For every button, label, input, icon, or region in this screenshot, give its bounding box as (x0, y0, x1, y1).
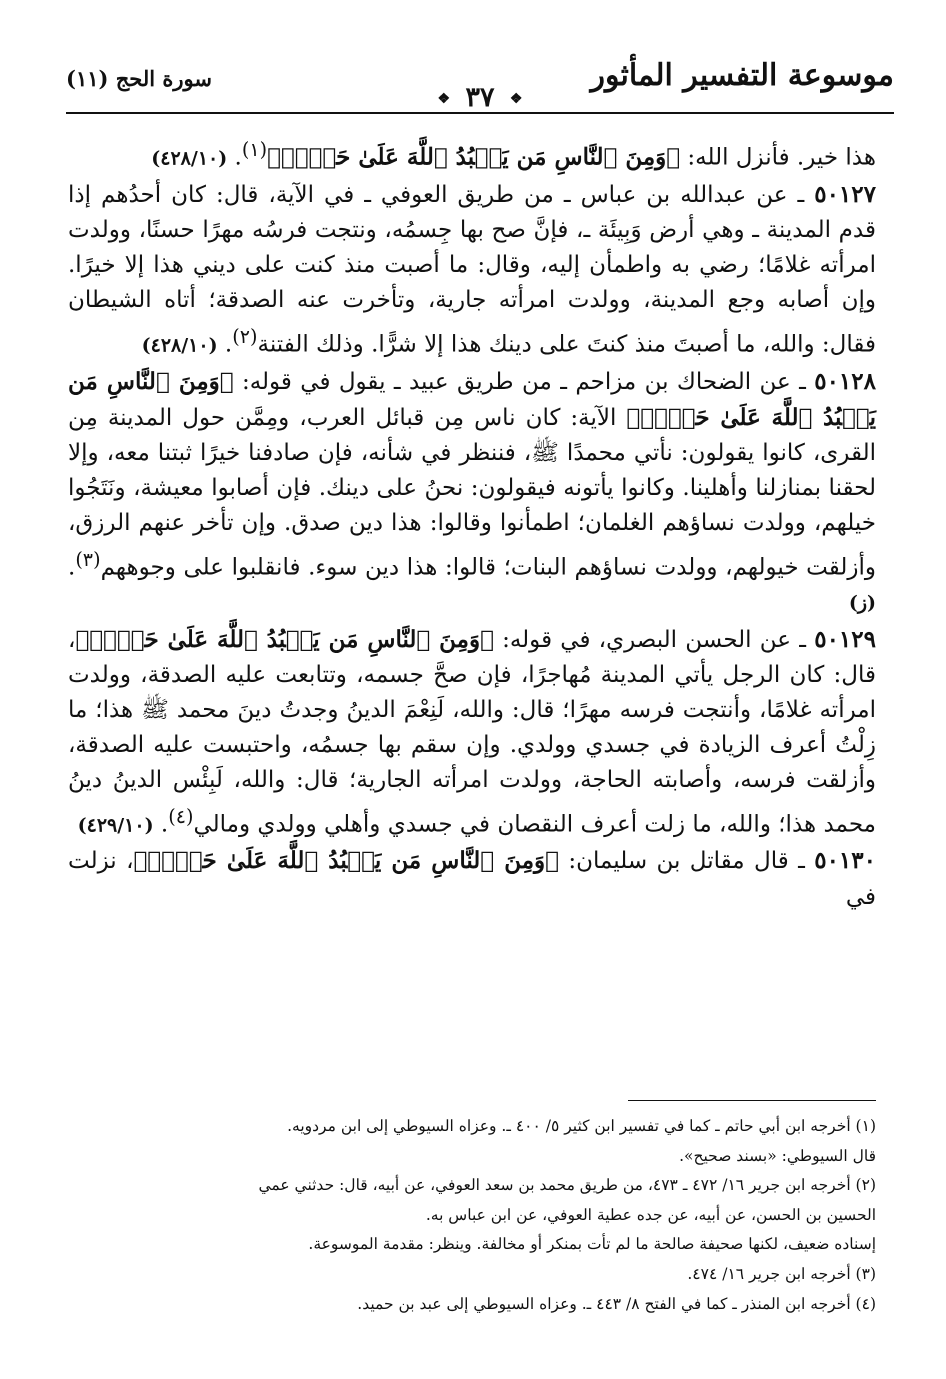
entry-text: ، قال: كان الرجل يأتي المدينة مُهاجرًا، فإن صحَّ جسمه، وتتابعت عليه الصدقة، وولدت امرأته غلامًا، وأنتجت فرسه مهرًا؛ قال: والله، لَنِعْمَ الدينُ وجدتُ دينَ محمد ﷺ هذا؛ ما زِلْتُ أعرف الزيادة في جسدي وولدي. وإن سقم بها جسمُه، واحتبست عليه الصدقة، وأزلقت فرسه، وأصابته الحاجة، وولدت امرأته الجارية؛ قال: والله، لَبِئْس الدينُ دينُ محمد هذا؛ والله، ما زلت أعرف النقصان في جسدي وأهلي وولدي ومالي (68, 626, 876, 838)
footnote-line: قال السيوطي: «بسند صحيح». (679, 1146, 876, 1165)
footnote-divider (628, 1100, 876, 1101)
footnote-line: إسناده ضعيف، لكنها صحيفة صالحة ما لم تأت بمنكر أو مخالفة. وينظر: مقدمة الموسوعة. (308, 1235, 876, 1254)
quran-verse: ﴿وَمِنَ ٱلنَّاسِ مَن يَعۡبُدُ ٱللَّهَ عَلَىٰ حَرۡفٖ﴾ (133, 847, 559, 875)
quran-verse: ﴿وَمِنَ ٱلنَّاسِ مَن يَعۡبُدُ ٱللَّهَ عَلَىٰ حَرۡفٖ﴾ (267, 143, 681, 171)
page-number: ٣٧ (465, 82, 495, 113)
quran-verse: ﴿وَمِنَ ٱلنَّاسِ مَن يَعۡبُدُ ٱللَّهَ عَلَىٰ حَرۡفٖ﴾ (68, 367, 876, 431)
ornament-icon: ❖ (437, 90, 451, 107)
entry-number: ٥٠١٢٨ (814, 367, 876, 395)
entry-number: ٥٠١٣٠ (814, 847, 876, 875)
entry-number: ٥٠١٢٩ (814, 625, 876, 653)
intro-text: هذا خير. فأنزل الله: (680, 144, 876, 171)
entry-text: ـ عن عبدالله بن عباس ـ من طريق العوفي ـ في الآية، قال: كان أحدُهم إذا قدم المدينة ـ وهي أرض وَبِيئَة ـ، فإنَّ صح بها جِسمُه، ونتجت فرسُه مهرًا حسنًا، وولدت امرأته غلامًا؛ رضي به واطمأن إليه، وقال: ما أصبت منذ كنت على ديني هذا إلا خيرًا. وإن أصابه وجع المدينة، وولدت امرأته جارية، وتأخرت عنه الصدقة؛ أتاه الشيطان فقال: والله، ما أصبتَ منذ كنتَ على دينك هذا إلا شرًّا. وذلك الفتنة (68, 181, 876, 358)
volume-reference: (٤٢٨/١٠) (151, 147, 228, 170)
book-title: موسوعة التفسير المأثور (590, 58, 894, 93)
footnote-line: (٤) أخرجه ابن المنذر ـ كما في الفتح ٨/ ٤٤٣ ـ. وعزاه السيوطي إلى عبد بن حميد. (357, 1294, 876, 1313)
footnote-marker: (٢) (232, 324, 258, 348)
entry-lead: ـ عن الحسن البصري، في قوله: (493, 626, 815, 653)
volume-reference: (ز) (848, 592, 876, 615)
page-number-block (432, 82, 529, 113)
intro-paragraph (68, 132, 876, 177)
footnotes (72, 1112, 876, 1319)
footnote-line: (٢) أخرجه ابن جرير ١٦/ ٤٧٢ ـ ٤٧٣، من طريق محمد بن سعد العوفي، عن أبيه، قال: حدثني عمي (258, 1176, 876, 1195)
footnote-line: (١) أخرجه ابن أبي حاتم ـ كما في تفسير ابن كثير ٥/ ٤٠٠ ـ. وعزاه السيوطي إلى ابن مردويه. (287, 1117, 876, 1135)
intro-end: . (227, 144, 242, 171)
page-header (66, 56, 894, 112)
header-divider (66, 112, 894, 114)
quran-verse: ﴿وَمِنَ ٱلنَّاسِ مَن يَعۡبُدُ ٱللَّهَ عَلَىٰ حَرۡفٖ﴾ (75, 625, 494, 653)
entry-lead: ـ قال مقاتل بن سليمان: (558, 848, 815, 875)
entry-paragraph: ٥٠١٢٩ ـ عن الحسن البصري، في قوله: ﴿وَمِنَ ٱلنَّاسِ مَن يَعۡبُدُ ٱللَّهَ عَلَىٰ حَرۡفٖ﴾، قال: كان الرجل يأتي المدينة مُهاجرًا، فإن صحَّ جسمه، وتتابعت عليه الصدقة، وولدت امرأته غلامًا، وأنتجت فرسه مهرًا؛ قال: والله، لَنِعْمَ الدينُ وجدتُ دينَ محمد ﷺ هذا؛ ما زِلْتُ أعرف الزيادة في جسدي وولدي. وإن سقم بها جسمُه، واحتبست عليه الصدقة، وأزلقت فرسه، وأصابته الحاجة، وولدت امرأته الجارية؛ قال: والله، لَبِئْس الدينُ دينُ محمد هذا؛ والله، ما زلت أعرف النقصان في جسدي وأهلي وولدي ومالي$^{(٤)}$. (٤٢٩/١٠) (68, 625, 876, 838)
footnote-line: الحسين بن الحسن، عن أبيه، عن جده عطية العوفي، عن ابن عباس به. (425, 1205, 876, 1224)
volume-reference: (٤٢٩/١٠) (77, 814, 154, 837)
entry-text: الآية: كان ناس مِن قبائل العرب، ومِمَّن حول المدينة مِن القرى، كانوا يقولون: نأتي محمدًا ﷺ، فننظر في شأنه، فإن صادفنا خيرًا ثبتنا معه، وإلا لحقنا بمنازلنا وأهلينا. وكانوا يأتونه فيقولون: نحنُ على دينك. فإن أصابوا معيشة، ونَتَجُوا خيلهم، وولدت نساؤهم الغلمان؛ اطمأنوا وقالوا: هذا دين صدق. وإن تأخر عنهم الرزق، وأزلقت خيولهم، وولدت نساؤهم البنات؛ قالوا: هذا دين سوء. فانقلبوا على وجوههم (68, 404, 876, 581)
footnote-marker: (٤) (168, 804, 194, 828)
ornament-icon: ❖ (509, 90, 523, 107)
surah-label: سورة الحج (١١) (66, 66, 212, 91)
footnote-marker: (٣) (75, 547, 101, 571)
footnote-line: (٣) أخرجه ابن جرير ١٦/ ٤٧٤. (687, 1264, 876, 1283)
footnote-marker: (١) (241, 138, 268, 161)
entry-paragraph: ٥٠١٢٧ ـ عن عبدالله بن عباس ـ من طريق العوفي ـ في الآية، قال: كان أحدُهم إذا قدم المدينة ـ وهي أرض وَبِيئَة ـ، فإنَّ صح بها جِسمُه، ونتجت فرسُه مهرًا حسنًا، وولدت امرأته غلامًا؛ رضي به واطمأن إليه، وقال: ما أصبت منذ كنت على ديني هذا إلا خيرًا. وإن أصابه وجع المدينة، وولدت امرأته جارية، وتأخرت عنه الصدقة؛ أتاه الشيطان فقال: والله، ما أصبتَ منذ كنتَ على دينك هذا إلا شرًّا. وذلك الفتنة$^{(٢)}$. (٤٢٨/١٠) (68, 180, 876, 358)
entry-text: ، نزلت في (68, 848, 876, 910)
entry-lead: ـ عن الضحاك بن مزاحم ـ من طريق عبيد ـ يقول في قوله: (233, 368, 815, 395)
entry-paragraph (68, 843, 876, 914)
entry-number: ٥٠١٢٧ (814, 180, 876, 208)
entry-paragraph: ٥٠١٢٨ ـ عن الضحاك بن مزاحم ـ من طريق عبيد ـ يقول في قوله: ﴿وَمِنَ ٱلنَّاسِ مَن يَعۡبُدُ ٱللَّهَ عَلَىٰ حَرۡفٖ﴾ الآية: كان ناس مِن قبائل العرب، ومِمَّن حول المدينة مِن القرى، كانوا يقولون: نأتي محمدًا ﷺ، فننظر في شأنه، فإن صادفنا خيرًا ثبتنا معه، وإلا لحقنا بمنازلنا وأهلينا. وكانوا يأتونه فيقولون: نحنُ على دينك. فإن أصابوا معيشة، ونَتَجُوا خيلهم، وولدت نساؤهم الغلمان؛ اطمأنوا وقالوا: هذا دين صدق. وإن تأخر عنهم الرزق، وأزلقت خيولهم، وولدت نساؤهم البنات؛ قالوا: هذا دين سوء. فانقلبوا على وجوههم$^{(٣)}$. (ز) (68, 367, 876, 615)
main-text (68, 132, 876, 915)
volume-reference: (٤٢٨/١٠) (141, 334, 218, 357)
